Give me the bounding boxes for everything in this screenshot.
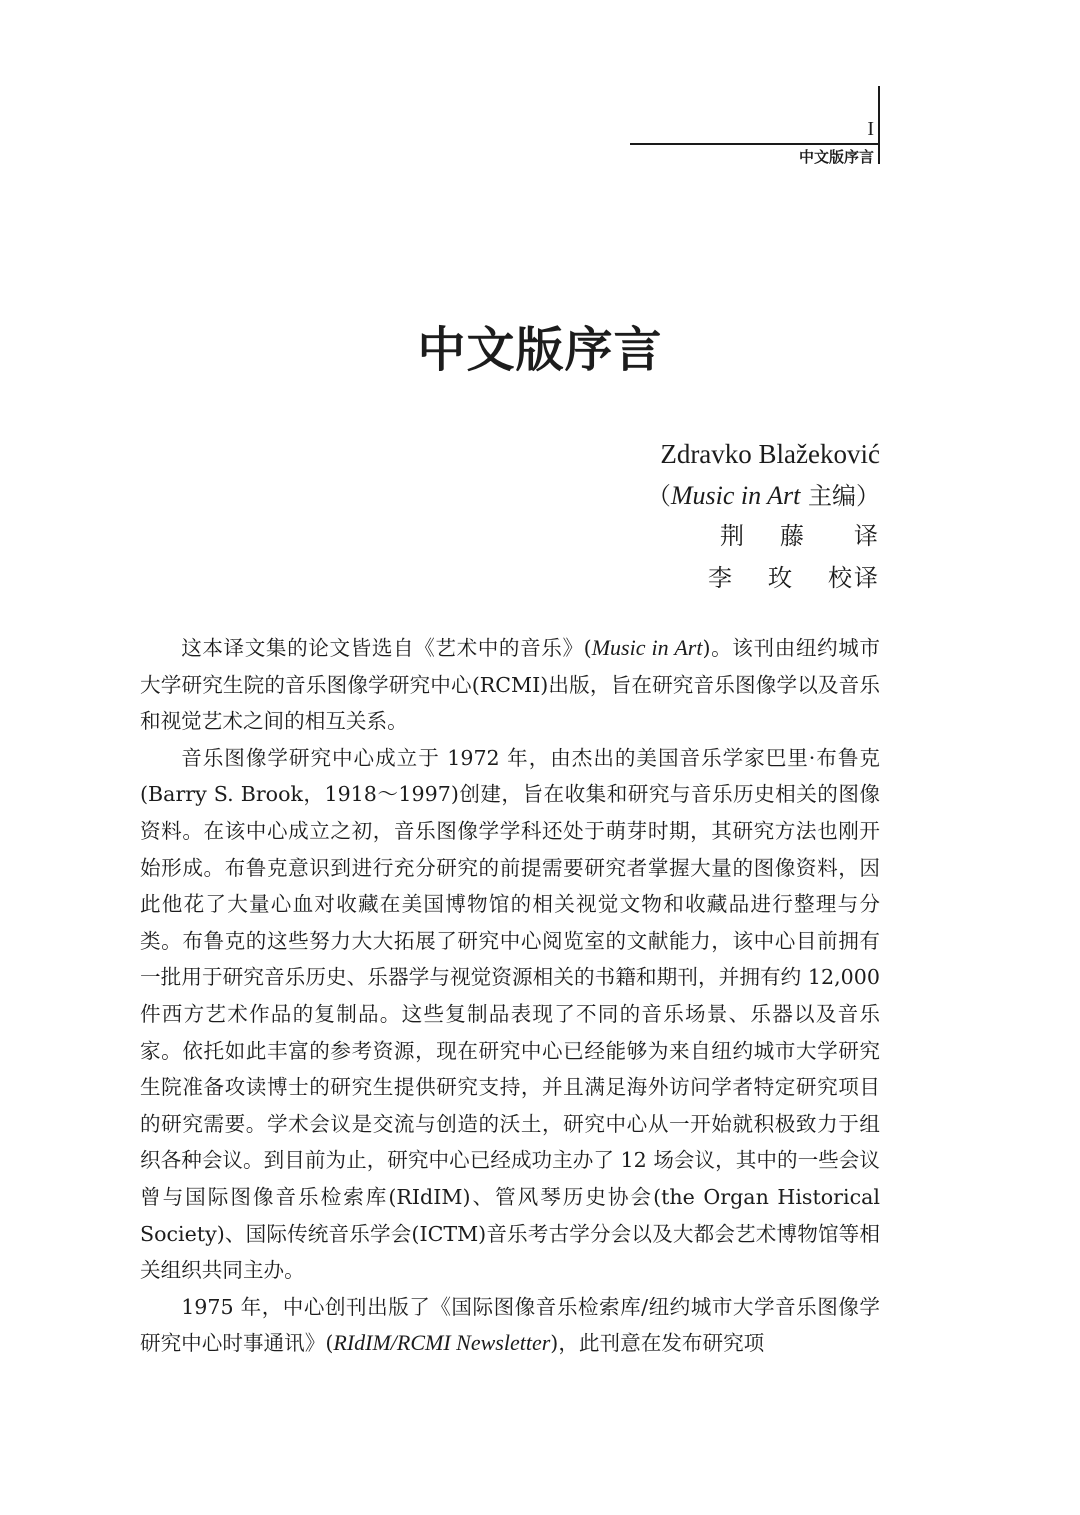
role-journal-name: Music in Art — [670, 481, 801, 510]
role-open-paren: （ — [646, 482, 671, 510]
running-header-title: 中文版序言 — [798, 148, 874, 166]
translator-name-first: 荆 — [720, 522, 746, 550]
paragraph-1-journal: Music in Art — [591, 635, 703, 660]
role-title: 主编） — [800, 482, 880, 510]
paragraph-2: 音乐图像学研究中心成立于 1972 年，由杰出的美国音乐学家巴里·布鲁克(Barry S. Brook，1918～1997)创建，旨在收集和研究与音乐历史相关的图像资料。在该中心成立之初，音乐图像学学科还处于萌芽时期，其研究方法也刚开始形成。布鲁克意识到进行充分研究的前提需要研究者掌握大量的图像资料，因此他花了大量心血对收藏在美国博物馆的相关视觉文物和收藏品进行整理与分类。布鲁克的这些努力大大拓展了研究中心阅览室的文献能力，该中心目前拥有一批用于研究音乐历史、乐器学与视觉资源相关的书籍和期刊，并拥有约 12,000 件西方艺术作品的复制品。这些复制品表现了不同的音乐场景、乐器以及音乐家。依托如此丰富的参考资源，现在研究中心已经能够为来自纽约城市大学研究生院准备攻读博士的研究生提供研究支持，并且满足海外访问学者特定研究项目的研究需要。学术会议是交流与创造的沃土，研究中心从一开始就积极致力于组织各种会议。到目前为止，研究中心已经成功主办了 12 场会议，其中的一些会议曾与国际图像音乐检索库(RIdIM)、管风琴历史协会(the Organ Historical Society)、国际传统音乐学会(ICTM)音乐考古学分会以及大都会艺术博物馆等相关组织共同主办。 — [140, 745, 880, 1283]
author-name: Zdravko Blažeković — [660, 439, 880, 469]
page-title: 中文版序言 — [417, 322, 663, 378]
proofreader-name-first: 李 — [708, 564, 734, 592]
paragraph-1 — [140, 630, 880, 740]
proofreader-name-second: 玫 — [768, 564, 794, 592]
paragraph-3-text-a: 1975 年，中心创刊出版了《国际图像音乐检索库/纽约城市大学音乐图像学研究中心时事通讯》( — [140, 1294, 880, 1356]
body-text — [140, 630, 880, 1362]
paragraph-3 — [140, 1289, 880, 1362]
proofreader-role: 校译 — [828, 564, 880, 592]
translator-credit — [720, 520, 880, 552]
header-horizontal-rule — [630, 143, 880, 145]
paragraph-1-text-b: )。该刊由纽约城市大学研究生院的音乐图像学研究中心(RCMI)出版，旨在研究音乐图像学以及音乐和视觉艺术之间的相互关系。 — [140, 636, 880, 734]
author-role — [647, 480, 880, 512]
header-vertical-rule — [878, 86, 880, 164]
paragraph-1-text-a: 这本译文集的论文皆选自《艺术中的音乐》( — [181, 636, 592, 660]
translator-name-second: 藤 — [780, 522, 806, 550]
paragraph-3-text-b: )，此刊意在发布研究项 — [550, 1331, 765, 1356]
page-number: I — [867, 118, 874, 140]
proofreader-credit — [708, 562, 880, 594]
paragraph-3-journal: RIdIM/RCMI Newsletter — [333, 1330, 551, 1356]
translator-role: 译 — [854, 522, 880, 550]
